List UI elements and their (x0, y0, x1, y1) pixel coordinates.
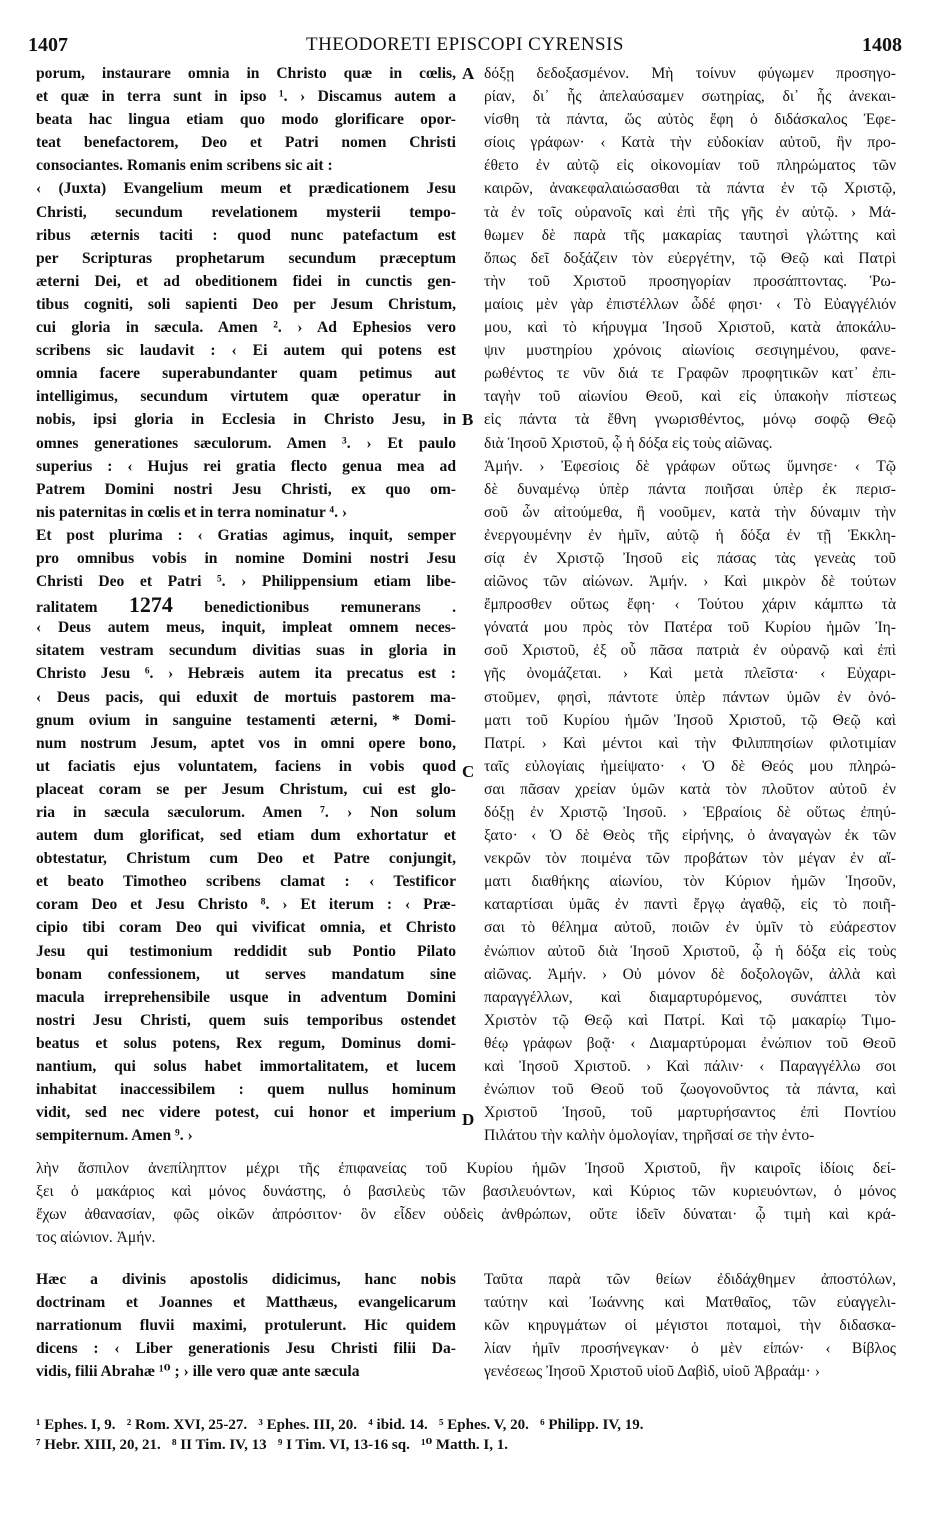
text-line-part: benedictionibus remunerans . (172, 599, 456, 617)
text-line: Christi Deo et Patri ⁵. › Philippensium etiam libe- (36, 573, 456, 591)
text-line: σίοις γράφων· ‹ Κατὰ τὴν εὐδοκίαν αὐτοῦ, ἣν προ- (484, 134, 896, 152)
text-line: nis paternitas in cœlis et in terra nominatur ⁴. › (36, 503, 348, 521)
text-line: ἐνεργουμένην ἐν ἡμῖν, αὐτῷ ἡ δόξα ἐν τῇ Ἐκκλη- (484, 526, 896, 544)
text-line: Ταῦτα παρὰ τῶν θείων ἐδιδάχθημεν ἀποστόλων, (484, 1271, 896, 1288)
running-title: THEODORETI EPISCOPI CYRENSIS (305, 34, 625, 55)
text-line: ria in sæcula sæculorum. Amen ⁷. › Non solum (36, 804, 456, 821)
text-line: dicens : ‹ Liber generationis Jesu Christi filii Da- (36, 1340, 456, 1358)
text-line: Christo Jesu ⁶. › Hebræis autem ita precatus est : (36, 665, 456, 683)
text-line: ἔχων ἀθανασίαν, φῶς οἰκῶν ἀπρόσιτον· ὃν εἶδεν οὐδεὶς ἀνθρώπων, οὔτε ἰδεῖν δύναται· ᾧ τιμὴ καὶ κρά- (36, 1206, 896, 1224)
text-line: autem dum glorificat, sed etiam dum exhortatur et (36, 827, 456, 845)
text-line: obtestatur, Christum cum Deo et Patre conjungit, (36, 850, 456, 868)
text-line: νίσθη τὰ πάντα, ὥς αὐτὸς ἔφη ὁ διδάσκαλος Ἐφε- (484, 111, 896, 129)
text-line: αἰῶνος τῶν αἰώνων. Ἀμήν. › Καὶ μικρὸν δὲ τούτων (484, 573, 896, 591)
text-line: ἔμπροσθεν οὕτως ἔφη· ‹ Τούτου χάριν κάμπτω τὰ (484, 596, 896, 614)
text-line: et quæ in terra sunt in ipso ¹. › Discamus autem a (36, 88, 456, 106)
inline-page-number: 1274 (128, 593, 173, 617)
text-line: nantium, qui solus habet immortalitatem, et lucem (36, 1058, 456, 1076)
text-line: δόξῃ δεδοξασμένον. Μὴ τοίνυν φύγωμεν προσηγο- (484, 65, 896, 82)
text-line: ματι διαθήκης αἰωνίου, τὸν Κύριον ἡμῶν Ἰησοῦν, (484, 873, 896, 891)
text-line: teat benefactorem, Deo et Patri nomen Christi (36, 134, 456, 152)
text-line: bonam confessionem, ut serves mandatum sine (36, 965, 456, 983)
text-line: ut faciatis ejus voluntatem, faciens in vobis quod (36, 757, 456, 775)
text-line: doctrinam et Joannes et Matthæus, evangelicarum (36, 1294, 456, 1312)
text-line: αἰῶνας. Ἀμήν. › Οὐ μόνον δὲ δοξολογῶν, ἀλλὰ καὶ (484, 965, 896, 983)
text-line: tibus cogniti, soli sapienti Deo per Jesum Christum, (36, 295, 456, 313)
text-line: et beato Timotheo scribens clamat : ‹ Testificor (36, 873, 456, 891)
text-line: μου, καὶ τὸ κήρυγμα Ἰησοῦ Χριστοῦ, κατὰ ἀποκάλυ- (484, 319, 896, 337)
text-line: beata hac lingua etiam quo modo glorificare opor- (36, 111, 456, 129)
text-line: καιρῶν, ἀνακεφαλαιώσασθαι τὰ πάντα ἐν τῷ Χριστῷ, (484, 180, 896, 198)
text-line: ‹ Deus pacis, qui eduxit de mortuis pastorem ma- (36, 688, 456, 706)
text-line: nostri Jesu Christi, quem suis temporibus ostendet (36, 1011, 456, 1029)
text-line: γενέσεως Ἰησοῦ Χριστοῦ υἱοῦ Δαβὶδ, υἱοῦ Ἀβραάμ· › (484, 1363, 820, 1381)
footnotes (36, 1415, 896, 1455)
text-line: ‹ (Juxta) Evangelium meum et prædicationem Jesu (36, 180, 456, 198)
text-line: ξει ὁ μακάριος καὶ μόνος δυνάστης, ὁ βασιλεὺς τῶν βασιλευόντων, καὶ Κύριος τῶν κυριευόντων, ὁ μόνος (36, 1183, 896, 1201)
text-line: sempiternum. Amen ⁹. › (36, 1127, 193, 1145)
text-line: vidis, filii Abrahæ ¹⁰ ; › ille vero quæ ante sæcula (36, 1363, 360, 1381)
text-line: ἐνώπιον τοῦ Θεοῦ τοῦ ζωογονοῦντος τὰ πάντα, καὶ (484, 1081, 896, 1099)
greek-full-width-text (36, 1157, 896, 1249)
text-line: num nostrum Jesum, aptet vos in omni opere bono, (36, 734, 456, 752)
text-line: coram Deo et Jesu Christo ⁸. › Et iterum : ‹ Præ- (36, 896, 456, 914)
text-line-part: ralitatem (36, 599, 129, 617)
section-marker-c: C (462, 762, 475, 781)
text-line: consociantes. Romanis enim scribens sic ait : (36, 157, 333, 175)
text-line: scribens sic laudavit : ‹ Ei autem qui potens est (36, 342, 456, 360)
text-line: μαίοις μὲν γὰρ ἐπιστέλλων ὧδέ φησι· ‹ Τὸ Εὐαγγέλιόν (484, 295, 896, 313)
text-line (36, 593, 456, 616)
text-line: ξατο· ‹ Ὁ δὲ Θεὸς τῆς εἰρήνης, ὁ ἀναγαγὼν ἐκ τῶν (484, 827, 896, 845)
text-line: ταύτην καὶ Ἰωάννης καὶ Ματθαῖος, τῶν εὐαγγελι- (484, 1294, 896, 1312)
text-line: Ἀμήν. › Ἐφεσίοις δὲ γράφων οὕτως ὕμνησε· ‹ Τῷ (484, 457, 896, 475)
greek-column (484, 62, 896, 1147)
footnote-line: ¹ Ephes. I, 9. ² Rom. XVI, 25-27. ³ Ephes. III, 20. ⁴ ibid. 14. ⁵ Ephes. V, 20. ⁶ Philipp. IV, 19. (36, 1417, 644, 1433)
text-line: cui gloria in sæcula. Amen ². › Ad Ephesios vero (36, 319, 456, 337)
running-header (28, 34, 902, 60)
text-line: Χριστὸν τῷ Θεῷ καὶ Πατρί. Καὶ τῷ μακαρίῳ Τιμο- (484, 1011, 896, 1029)
text-line: δόξῃ ἐν Χριστῷ Ἰησοῦ. › Ἑβραίοις δὲ οὕτως ἐπηύ- (484, 804, 896, 821)
text-line: τος αἰώνιον. Ἀμήν. (36, 1229, 156, 1247)
text-line: σοῦ Χριστοῦ, ἐξ οὗ πᾶσα πατριὰ ἐν οὐρανῷ καὶ ἐπὶ (484, 642, 896, 660)
text-line: δὲ δυναμένῳ ὑπὲρ πάντα ποιῆσαι ὑπὲρ ἐκ περισ- (484, 480, 896, 498)
text-line: διὰ Ἰησοῦ Χριστοῦ, ᾧ ἡ δόξα εἰς τοὺς αἰῶνας. (484, 434, 773, 452)
text-line: narrationum fluvii maximi, protulerunt. Hic quidem (36, 1317, 456, 1335)
text-line: superius : ‹ Hujus rei gratia flecto genua mea ad (36, 457, 456, 475)
text-line: ρίαν, δι᾽ ἧς ἀπελαύσαμεν σωτηρίας, δι᾽ ἧς ἀνεκαι- (484, 88, 896, 106)
text-line: ribus æternis taciti : quod nunc patefactum est (36, 226, 456, 244)
text-line: intelligimus, secundum virtutem quæ operatur in (36, 388, 456, 406)
text-line: εἰς πάντα τὰ ἔθνη γνωρισθέντος, μόνῳ σοφῷ Θεῷ (484, 411, 896, 429)
text-line: τὴν τοῦ Χριστοῦ προσηγορίαν προσάπτοντας. Ῥω- (484, 272, 896, 290)
text-line: ματι τοῦ Κυρίου ἡμῶν Ἰησοῦ Χριστοῦ, τῷ Θεῷ καὶ (484, 711, 896, 729)
text-line: beatus et solus potens, Rex regum, Dominus domi- (36, 1034, 456, 1052)
latin-column-second-section (36, 1268, 456, 1383)
text-line: Patrem Domini nostri Jesu Christi, ex quo om- (36, 480, 456, 498)
text-line: θέῳ γράφων βοᾷ· ‹ Διαμαρτύρομαι ἐνώπιον τοῦ Θεοῦ (484, 1034, 896, 1052)
page-number-right: 1408 (862, 34, 902, 56)
text-line: ταγὴν τοῦ αἰωνίου Θεοῦ, καὶ εἰς ὑπακοὴν πίστεως (484, 388, 896, 406)
text-line: Jesu qui testimonium reddidit sub Pontio Pilato (36, 942, 456, 960)
section-marker-d: D (462, 1110, 475, 1129)
text-line: Hæc a divinis apostolis didicimus, hanc nobis (36, 1271, 456, 1288)
text-line: ρωθέντος τε νῦν διά τε Γραφῶν προφητικῶν κατ᾽ ἐπι- (484, 365, 896, 383)
text-line: γόνατά μου πρὸς τὸν Πατέρα τοῦ Κυρίου ἡμῶν Ἰη- (484, 619, 896, 637)
footnote-line: ⁷ Hebr. XIII, 20, 21. ⁸ II Tim. IV, 13 ⁹ I Tim. VI, 13-16 sq. ¹⁰ Matth. I, 1. (36, 1437, 509, 1453)
text-line: omnia facere superabundanter quam petimus aut (36, 365, 456, 383)
text-line: λίαν ἡμῖν προσήνεγκαν· ὁ μὲν εἰπών· ‹ Βίβλος (484, 1340, 896, 1358)
text-line: cipio tibi coram Deo qui vivificat omnia, et Christo (36, 919, 456, 937)
text-line: στοῦμεν, φησὶ, πάντοτε ὑπὲρ πάντων ὑμῶν ἐν ὀνό- (484, 688, 896, 706)
text-line: Πιλάτου τὴν καλὴν ὁμολογίαν, τηρῆσαί σε τὴν ἐντο- (484, 1127, 815, 1145)
text-line: æterni Dei, et ad obeditionem fidei in cunctis gen- (36, 272, 456, 290)
text-line: sitatem vestram secundum divitias suas in gloria in (36, 642, 456, 660)
text-line: σίᾳ ἐν Χριστῷ Ἰησοῦ εἰς πάσας τὰς γενεὰς τοῦ (484, 549, 896, 567)
text-line: ψιν μυστηρίου χρόνοις αἰωνίοις σεσιγημένου, φανε- (484, 342, 896, 360)
text-line: ἐνώπιον αὐτοῦ διὰ Ἰησοῦ Χριστοῦ, ᾧ ἡ δόξα εἰς τοὺς (484, 942, 896, 960)
text-line: gnum ovium in sanguine testamenti æterni, * Domi- (36, 711, 456, 729)
text-line: ὅπως δεῖ δοξάζειν τὸν εὐεργέτην, τῷ Θεῷ καὶ Πατρὶ (484, 249, 896, 267)
text-line: λὴν ἄσπιλον ἀνεπίληπτον μέχρι τῆς ἐπιφανείας τοῦ Κυρίου ἡμῶν Ἰησοῦ Χριστοῦ, ἣν καιροῖς ἰδίοις δεί- (36, 1160, 896, 1177)
text-line: Πατρί. › Καὶ μέντοι καὶ τὴν Φιλιππησίων φιλοτιμίαν (484, 734, 896, 752)
text-line: vidit, sed nec videre potest, cui honor et imperium (36, 1104, 456, 1122)
text-line: νεκρῶν τὸν ποιμένα τῶν προβάτων τὸν μέγαν ἐν αἵ- (484, 850, 896, 868)
text-line: θωμεν δὲ παρὰ τῆς μακαρίας ταυτησὶ γλώττης καὶ (484, 226, 896, 244)
text-line: Χριστοῦ Ἰησοῦ, τοῦ μαρτυρήσαντος ἐπὶ Ποντίου (484, 1104, 896, 1122)
text-line: ταῖς εὐλογίαις ἠμείψατο· ‹ Ὁ δὲ Θεός μου πληρώ- (484, 757, 896, 775)
text-line: macula irreprehensibile usque in adventum Domini (36, 988, 456, 1006)
text-line: σαι πᾶσαν χρείαν ὑμῶν κατὰ τὸν πλοῦτον αὐτοῦ ἐν (484, 780, 896, 798)
text-line: σοῦ ὧν αἰτούμεθα, ἢ νοοῦμεν, κατὰ τὴν δύναμιν τὴν (484, 503, 896, 521)
text-line: nobis, ipsi gloria in Ecclesia in Christo Jesu, in (36, 411, 456, 429)
text-line: καταρτίσαι ὑμᾶς ἐν παντὶ ἔργῳ ἀγαθῷ, εἰς τὸ ποιῆ- (484, 896, 896, 914)
text-line: παραγγέλλων, καὶ διαμαρτυρόμενος, συνάπτει τὸν (484, 988, 896, 1006)
text-line: porum, instaurare omnia in Christo quæ in cœlis, (36, 65, 456, 82)
text-line: ‹ Deus autem meus, inquit, impleat omnem neces- (36, 619, 456, 637)
page-number-left: 1407 (28, 34, 68, 56)
text-line: έθετο ἐν αὐτῷ εἰς οἰκονομίαν τοῦ πληρώματος τῶν (484, 157, 896, 175)
text-line: omnes generationes sæculorum. Amen ³. › Et paulo (36, 434, 456, 452)
text-line: pro omnibus vobis in nomine Domini nostri Jesu (36, 549, 456, 567)
text-line: Et post plurima : ‹ Gratias agimus, inquit, semper (36, 526, 456, 544)
text-line: τὰ ἐν τοῖς οὐρανοῖς καὶ ἐπὶ τῆς γῆς ἐν αὐτῷ. › Μά- (484, 203, 896, 221)
latin-column (36, 62, 456, 1147)
text-line: κῶν κηρυγμάτων οἱ μέγιστοι ποταμοὶ, τὴν διδασκα- (484, 1317, 896, 1335)
text-line: placeat coram se per Jesum Christum, cui est glo- (36, 780, 456, 798)
text-line: καὶ Ἰησοῦ Χριστοῦ. › Καὶ πάλιν· ‹ Παραγγέλλω σοι (484, 1058, 896, 1076)
text-line: γῆς ὀνομάζεται. › Καὶ μετὰ πλεῖστα· ‹ Εὐχαρι- (484, 665, 896, 683)
greek-column-second-section (484, 1268, 896, 1383)
section-marker-b: B (462, 410, 474, 429)
text-line: Christi, secundum revelationem mysterii tempo- (36, 203, 456, 221)
text-line: σαι τὸ θέλημα αὐτοῦ, ποιῶν ἐν ὑμῖν τὸ εὐάρεστον (484, 919, 896, 937)
section-marker-a: A (462, 64, 475, 83)
text-line: per Scripturas prophetarum secundum præceptum (36, 249, 456, 267)
text-line: inhabitat inaccessibilem : quem nullus hominum (36, 1081, 456, 1099)
